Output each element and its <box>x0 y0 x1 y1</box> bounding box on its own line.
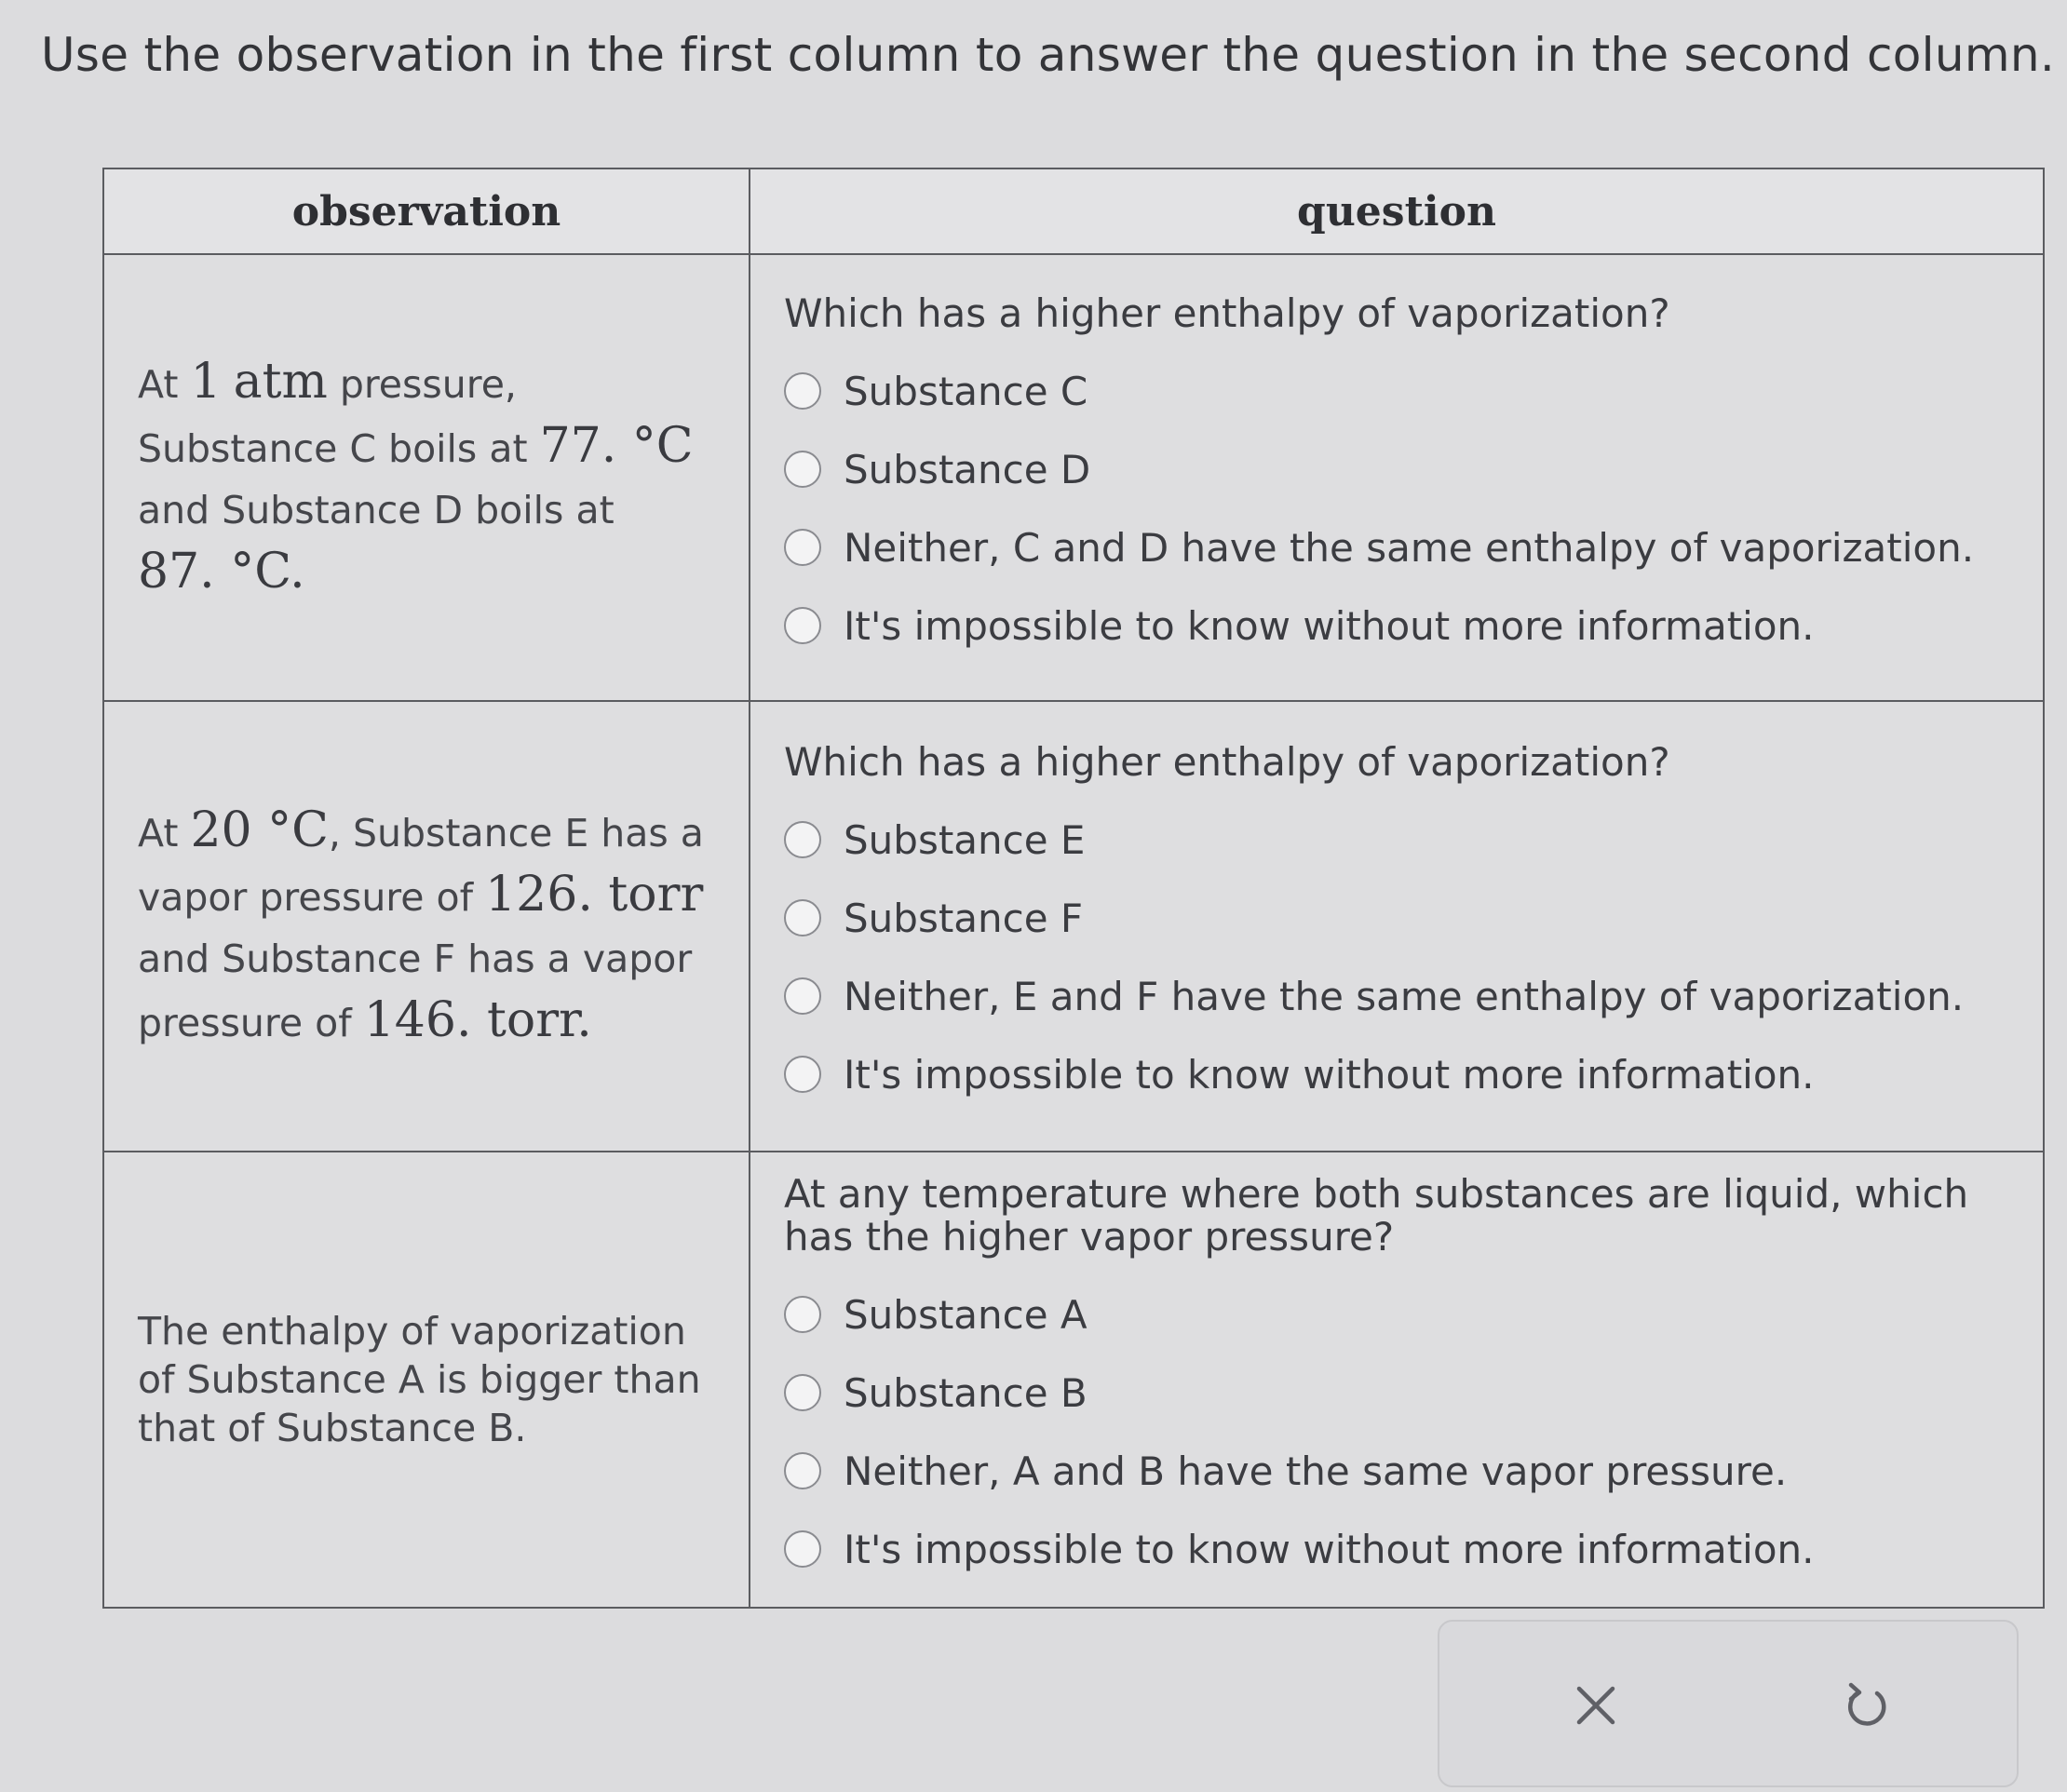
observation-line: and Substance F has a vapor <box>138 936 693 981</box>
radio-icon[interactable] <box>784 1296 821 1333</box>
option-label: Neither, A and B have the same vapor pressure. <box>844 1448 1788 1494</box>
question-table <box>102 168 2045 1609</box>
radio-icon[interactable] <box>784 1452 821 1489</box>
radio-icon[interactable] <box>784 1056 821 1093</box>
option-label: Substance C <box>844 368 1088 414</box>
header-observation: observation <box>103 168 750 254</box>
option-label: Neither, E and F have the same enthalpy of vaporization. <box>844 973 1965 1019</box>
clear-button[interactable] <box>1549 1659 1642 1752</box>
answer-option[interactable] <box>784 1354 2015 1432</box>
table-row <box>103 254 2044 701</box>
option-label: Substance F <box>844 895 1084 941</box>
action-panel <box>1438 1620 2019 1787</box>
observation-cell <box>103 254 750 701</box>
observation-text: pressure of <box>138 1000 364 1045</box>
radio-icon[interactable] <box>784 372 821 410</box>
table-row <box>103 701 2044 1152</box>
observation-line <box>138 415 721 479</box>
question-cell <box>750 254 2044 701</box>
radio-icon[interactable] <box>784 899 821 936</box>
observation-line: The enthalpy of vaporization <box>138 1309 686 1354</box>
option-label: Neither, C and D have the same enthalpy of vaporization. <box>844 524 1975 571</box>
observation-math: 126. torr <box>485 866 704 923</box>
observation-text: Substance C boils at <box>138 425 540 471</box>
observation-text: vapor pressure of <box>138 874 486 920</box>
option-label: It's impossible to know without more information. <box>844 1526 1815 1572</box>
observation-text: , Substance E has a <box>328 810 704 856</box>
answer-option[interactable] <box>784 1510 2015 1588</box>
observation-text: At <box>138 810 191 856</box>
observation-line <box>138 864 721 928</box>
answer-option[interactable] <box>784 352 2015 430</box>
radio-icon[interactable] <box>784 607 821 644</box>
observation-cell <box>103 1152 750 1608</box>
option-label: Substance B <box>844 1369 1088 1416</box>
answer-option[interactable] <box>784 801 2015 879</box>
radio-icon[interactable] <box>784 977 821 1015</box>
question-cell <box>750 1152 2044 1608</box>
option-label: Substance D <box>844 446 1091 492</box>
observation-line <box>138 351 721 415</box>
header-question: question <box>750 168 2044 254</box>
option-label: It's impossible to know without more information. <box>844 1051 1815 1098</box>
observation-line: and Substance D boils at <box>138 487 615 532</box>
option-label: Substance A <box>844 1291 1088 1338</box>
answer-option[interactable] <box>784 508 2015 586</box>
observation-line: that of Substance B. <box>138 1406 527 1450</box>
undo-button[interactable] <box>1821 1659 1914 1752</box>
x-icon <box>1570 1679 1622 1731</box>
option-label: It's impossible to know without more information. <box>844 602 1815 649</box>
observation-math: atm <box>233 353 328 410</box>
answer-option[interactable] <box>784 586 2015 665</box>
answer-option[interactable] <box>784 957 2015 1035</box>
observation-math: 1 <box>190 353 222 410</box>
answer-option[interactable] <box>784 430 2015 508</box>
observation-math: 146. torr. <box>363 991 592 1048</box>
question-cell <box>750 701 2044 1152</box>
observation-line <box>138 800 721 864</box>
radio-icon[interactable] <box>784 821 821 858</box>
observation-math: 77. °C <box>539 417 694 474</box>
observation-text: At <box>138 361 191 407</box>
observation-cell <box>103 701 750 1152</box>
radio-icon[interactable] <box>784 1530 821 1568</box>
observation-math: 87. °C. <box>138 543 305 600</box>
radio-icon[interactable] <box>784 529 821 566</box>
answer-option[interactable] <box>784 1035 2015 1113</box>
answer-option[interactable] <box>784 1275 2015 1354</box>
observation-line <box>138 541 721 605</box>
instruction-text: Use the observation in the first column to answer the question in the second column. <box>41 28 2056 82</box>
undo-icon <box>1840 1677 1896 1733</box>
observation-math: 20 °C <box>190 802 329 858</box>
table-row <box>103 1152 2044 1608</box>
observation-line: of Substance A is bigger than <box>138 1357 701 1402</box>
observation-text: pressure, <box>327 361 517 407</box>
radio-icon[interactable] <box>784 451 821 488</box>
option-label: Substance E <box>844 816 1086 863</box>
radio-icon[interactable] <box>784 1374 821 1411</box>
answer-option[interactable] <box>784 879 2015 957</box>
question-prompt: Which has a higher enthalpy of vaporization? <box>784 290 1670 336</box>
observation-text <box>222 362 234 407</box>
question-prompt: Which has a higher enthalpy of vaporization? <box>784 739 1670 785</box>
question-prompt: At any temperature where both substances are liquid, which has the higher vapor pressure? <box>784 1171 1969 1260</box>
answer-option[interactable] <box>784 1432 2015 1510</box>
observation-line <box>138 990 721 1054</box>
